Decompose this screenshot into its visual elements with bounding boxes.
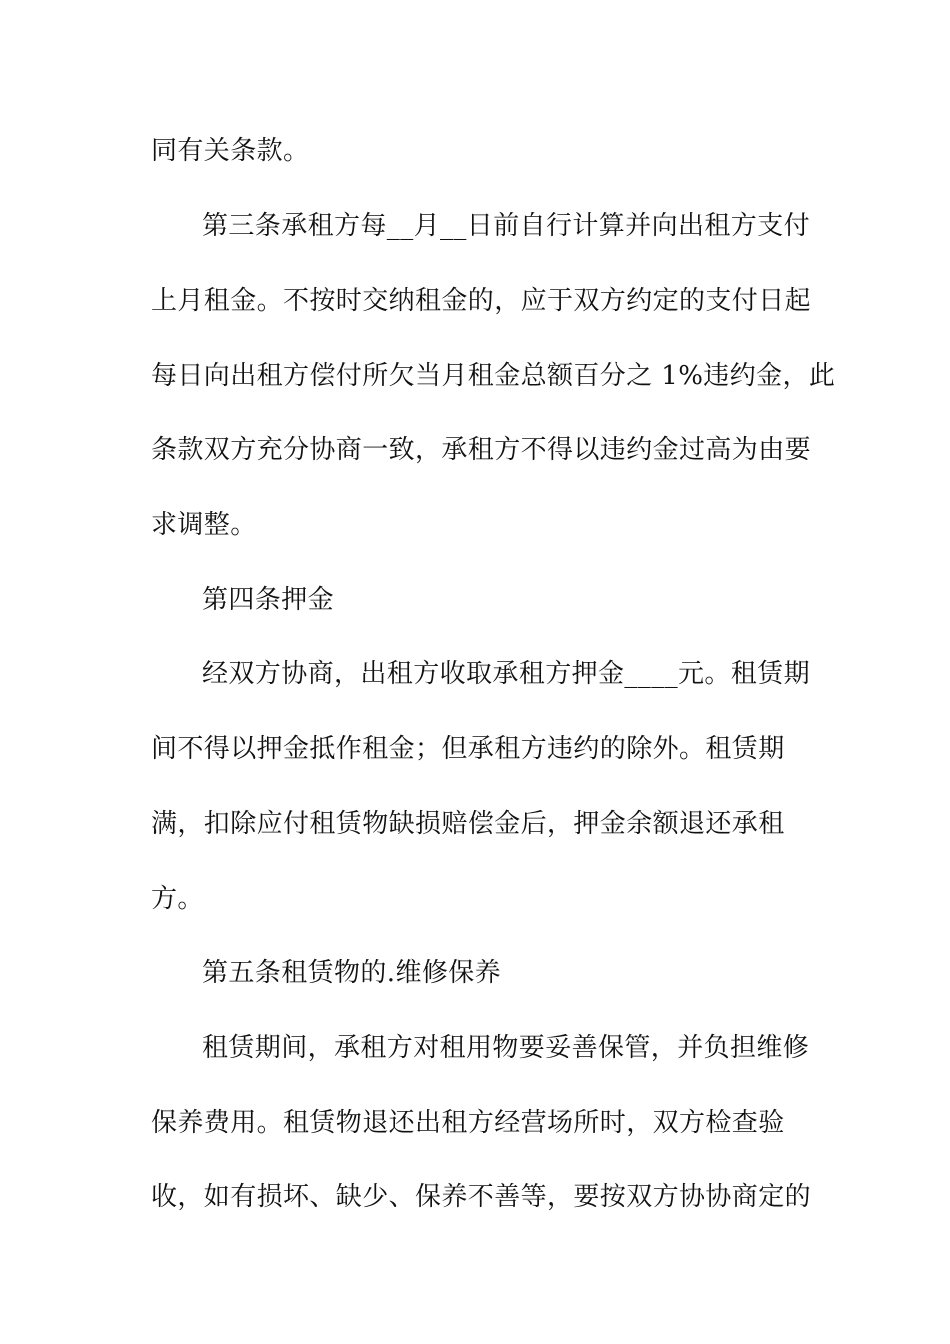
text-line: 同有关条款。: [151, 136, 310, 166]
text-line: 上月租金。不按时交纳租金的，应于双方约定的支付日起: [151, 286, 812, 316]
text-line: 租赁期间，承租方对租用物要妥善保管，并负担维修: [202, 1033, 810, 1063]
section-heading: 第五条租赁物的.维修保养: [202, 958, 502, 988]
text-line: 条款双方充分协商一致，承租方不得以违约金过高为由要: [151, 435, 812, 465]
text-line: 方。: [151, 884, 204, 914]
text-line: 第三条承租方每__月__日前自行计算并向出租方支付: [202, 211, 811, 241]
text-line: 求调整。: [151, 510, 257, 540]
text-line: 满，扣除应付租赁物缺损赔偿金后，押金余额退还承租: [151, 809, 785, 839]
text-line: 经双方协商，出租方收取承租方押金____元。租赁期: [202, 659, 811, 689]
text-line: 收，如有损坏、缺少、保养不善等，要按双方协协商定的: [151, 1182, 812, 1212]
text-line: 保养费用。租赁物退还出租方经营场所时，双方检查验: [151, 1108, 785, 1138]
text-line: 每日向出租方偿付所欠当月租金总额百分之 1%违约金，此: [151, 361, 836, 391]
section-heading: 第四条押金: [202, 585, 335, 615]
text-line: 间不得以押金抵作租金；但承租方违约的除外。租赁期: [151, 734, 785, 764]
